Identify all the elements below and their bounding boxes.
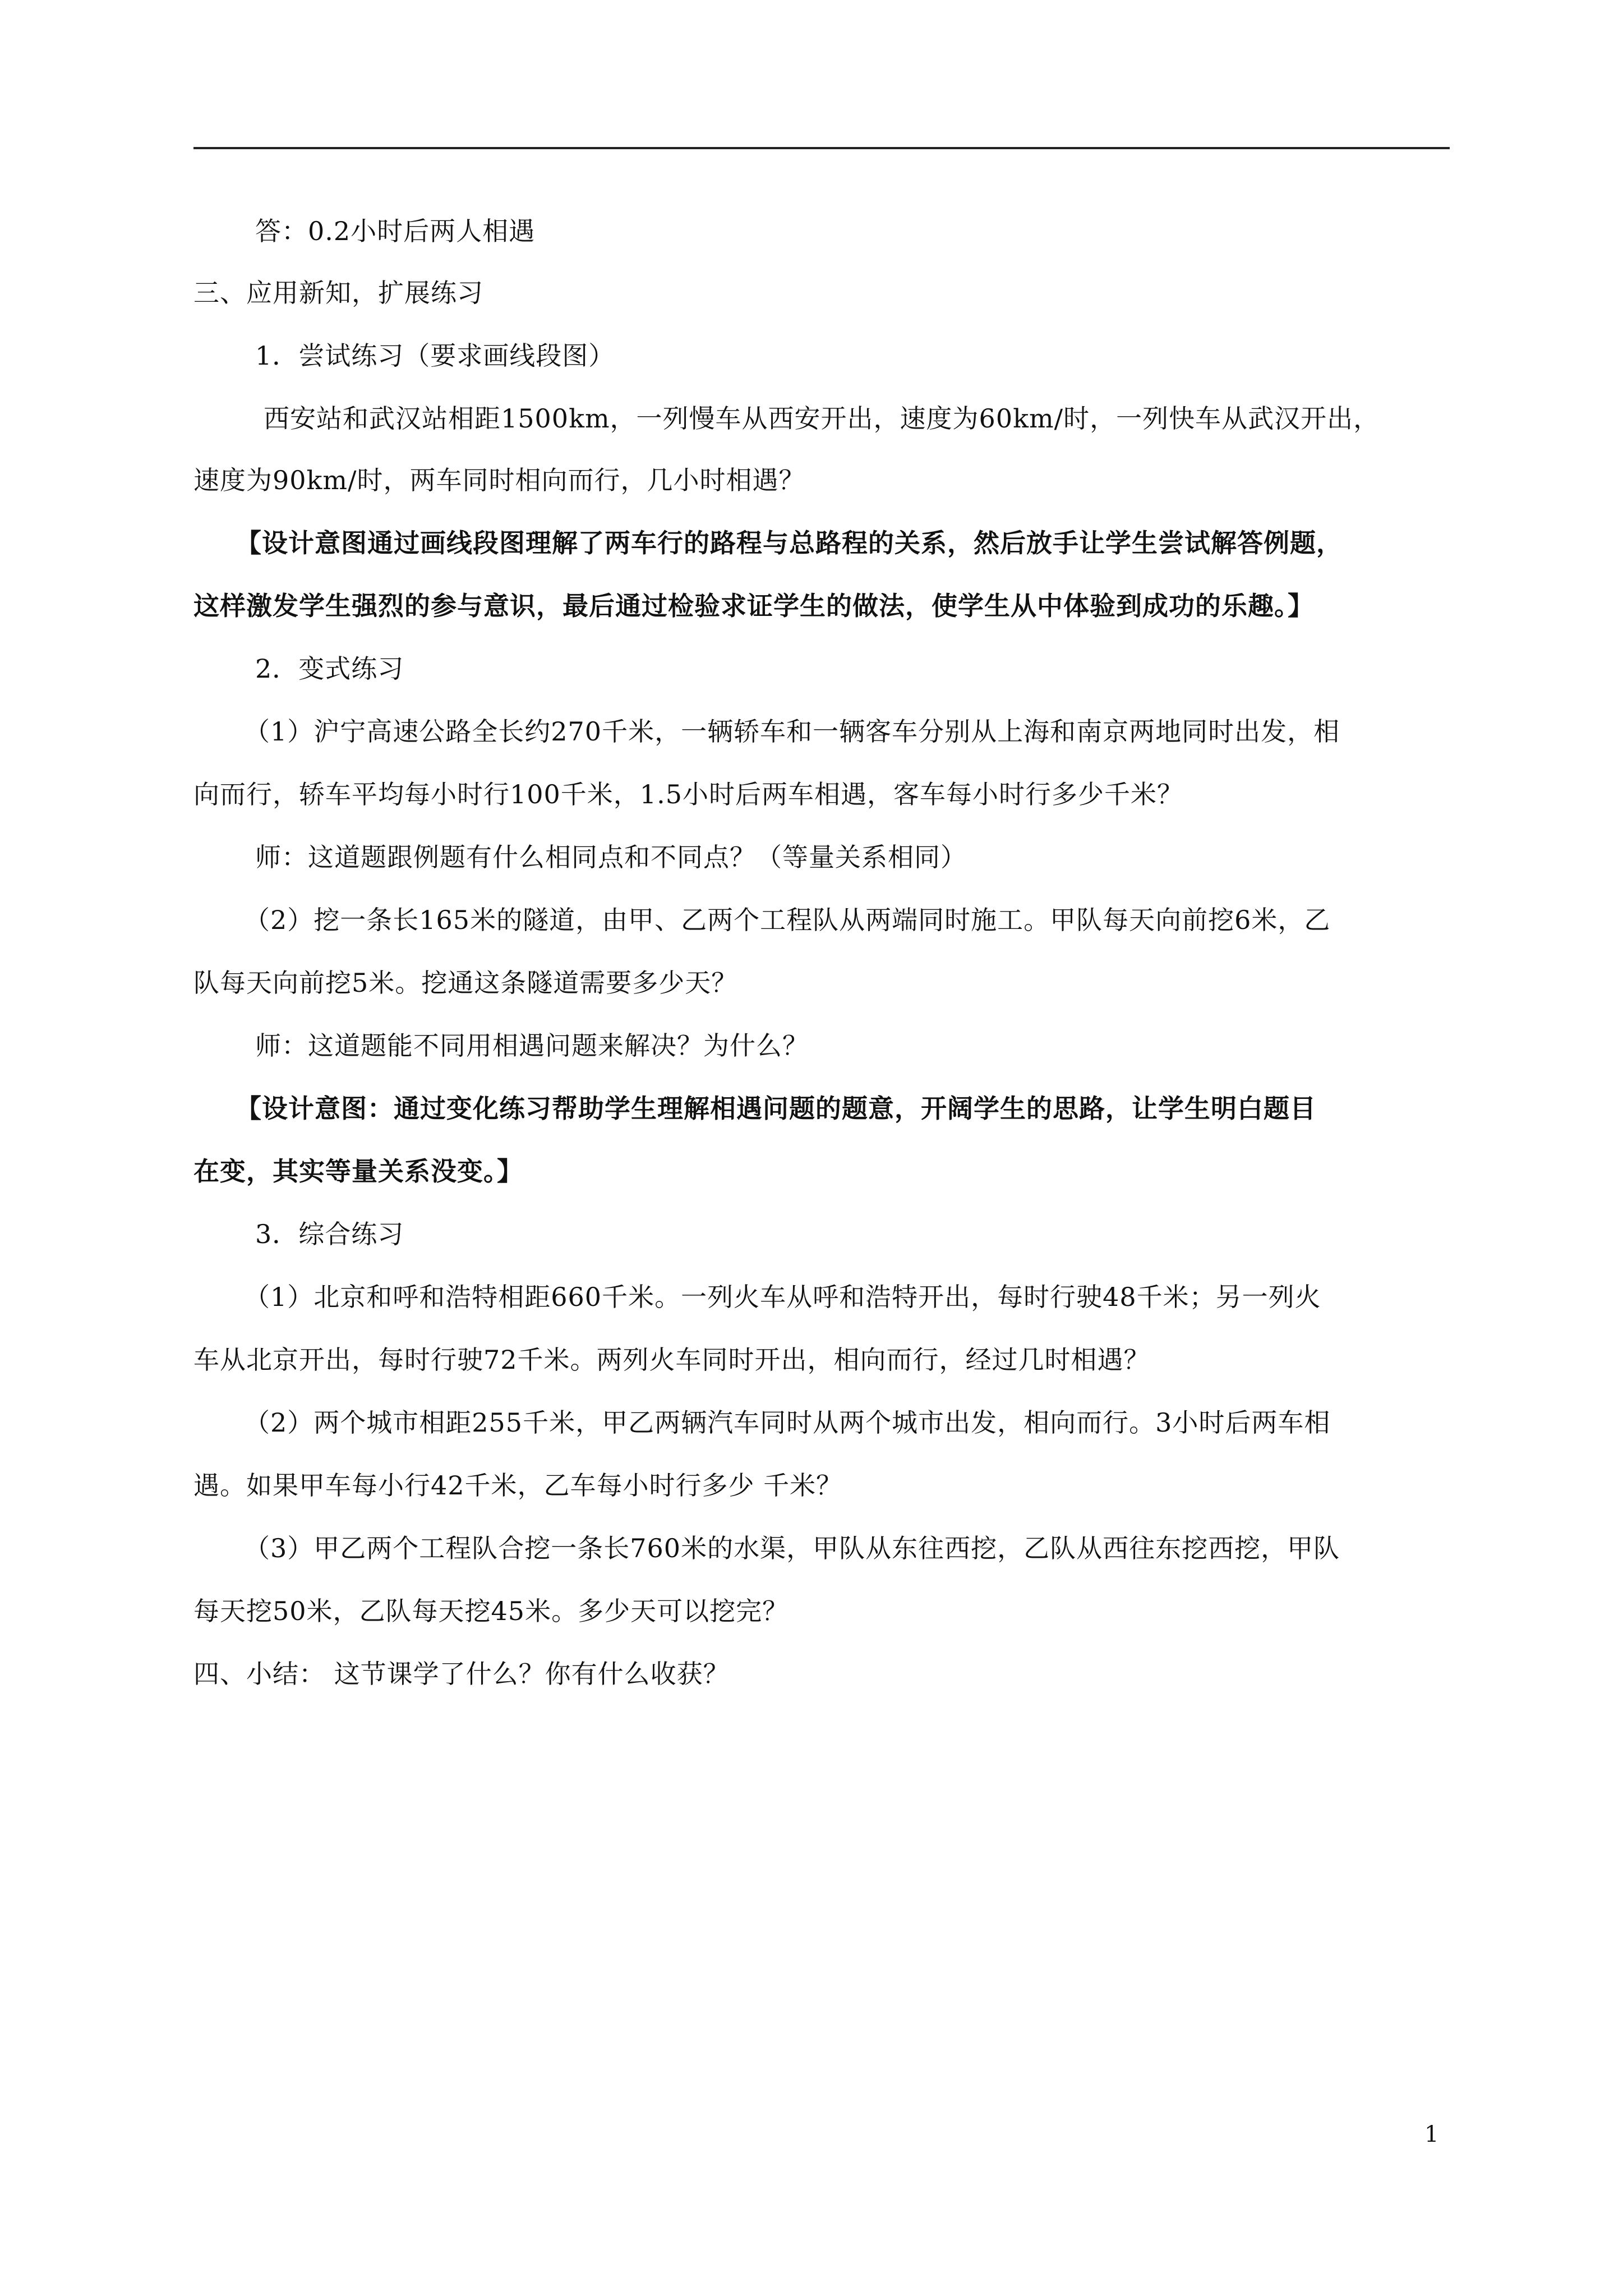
subheading-variant-practice: 2．变式练习: [255, 654, 404, 684]
design-intent-line: 这样激发学生强烈的参与意识，最后通过检验求证学生的做法，使学生从中体验到成功的乐趣。】: [193, 591, 1314, 621]
subheading-comprehensive-practice: 3．综合练习: [255, 1219, 404, 1249]
header-rule: [193, 147, 1450, 149]
teacher-question-line: 师：这道题能不同用相遇问题来解决？为什么？: [255, 1030, 809, 1061]
answer-line: 答：0.2小时后两人相遇: [255, 216, 536, 246]
paragraph-line: （1）北京和呼和浩特相距660千米。一列火车从呼和浩特开出，每时行驶48千米；另一列火: [244, 1282, 1321, 1312]
design-intent-line: 【设计意图：通过变化练习帮助学生理解相遇问题的题意，开阔学生的思路，让学生明白题目: [236, 1093, 1316, 1124]
paragraph-line: 向而行，轿车平均每小时行100千米，1.5小时后两车相遇，客车每小时行多少千米？: [193, 779, 1183, 809]
paragraph-line: 西安站和武汉站相距1500km，一列慢车从西安开出，速度为60km/时，一列快车从武汉开出，: [264, 403, 1380, 434]
paragraph-line: （2）挖一条长165米的隧道，由甲、乙两个工程队从两端同时施工。甲队每天向前挖6米，乙: [244, 905, 1331, 935]
paragraph-line: （3）甲乙两个工程队合挖一条长760米的水渠，甲队从东往西挖，乙队从西往东挖西挖，甲队: [244, 1533, 1340, 1563]
design-intent-line: 在变，其实等量关系没变。】: [193, 1156, 523, 1186]
paragraph-line: 每天挖50米，乙队每天挖45米。多少天可以挖完？: [193, 1596, 789, 1626]
page-number: 1: [1424, 2122, 1439, 2147]
paragraph-line: 车从北京开出，每时行驶72千米。两列火车同时开出，相向而行，经过几时相遇？: [193, 1345, 1150, 1375]
subheading-trial-practice: 1．尝试练习（要求画线段图）: [255, 341, 615, 371]
section-heading-4: 四、小结： 这节课学了什么？你有什么收获？: [193, 1659, 730, 1689]
paragraph-line: 队每天向前挖5米。挖通这条隧道需要多少天？: [193, 968, 738, 998]
paragraph-line: 速度为90km/时，两车同时相向而行，几小时相遇？: [193, 465, 805, 495]
teacher-question-line: 师：这道题跟例题有什么相同点和不同点？（等量关系相同）: [255, 842, 967, 872]
paragraph-line: （1）沪宁高速公路全长约270千米，一辆轿车和一辆客车分别从上海和南京两地同时出发，相: [244, 716, 1340, 747]
section-heading-3: 三、应用新知，扩展练习: [193, 278, 483, 308]
paragraph-line: 遇。如果甲车每小行42千米，乙车每小时行多少 千米？: [193, 1470, 843, 1501]
paragraph-line: （2）两个城市相距255千米，甲乙两辆汽车同时从两个城市出发，相向而行。3小时后两车相: [244, 1407, 1331, 1438]
design-intent-line: 【设计意图通过画线段图理解了两车行的路程与总路程的关系，然后放手让学生尝试解答例题，: [236, 528, 1343, 558]
